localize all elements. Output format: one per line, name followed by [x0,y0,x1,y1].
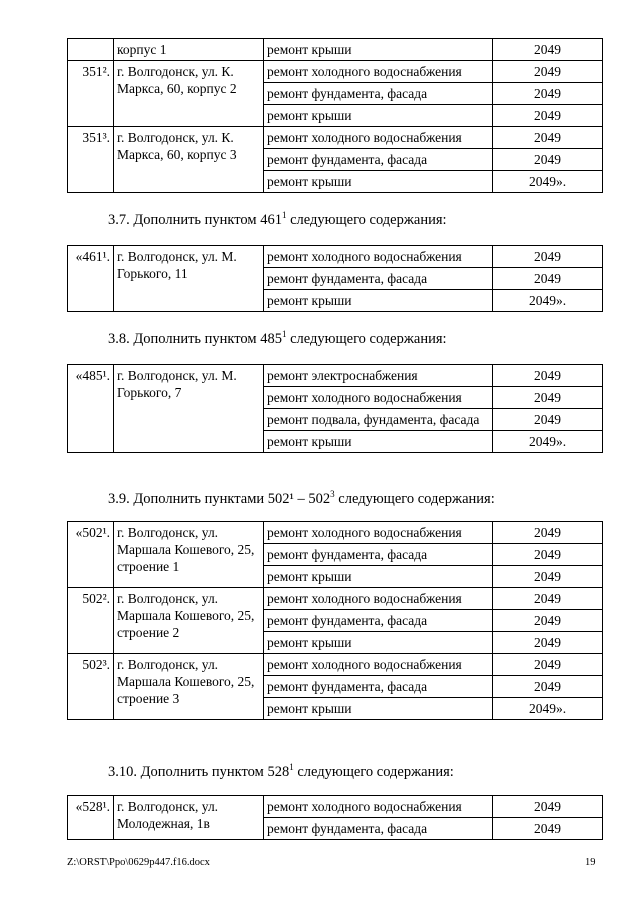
address-cell: корпус 1 [114,39,264,61]
work-type-cell: ремонт холодного водоснабжения [264,127,493,149]
year-cell: 2049 [493,588,603,610]
year-cell: 2049 [493,796,603,818]
address-cell: г. Волгодонск, ул. К. Маркса, 60, корпус 3 [114,127,264,193]
address-cell: г. Волгодонск, ул. М. Горького, 7 [114,365,264,453]
year-cell: 2049 [493,818,603,840]
work-type-cell: ремонт электроснабжения [264,365,493,387]
year-cell: 2049 [493,522,603,544]
work-type-cell: ремонт фундамента, фасада [264,544,493,566]
work-type-cell: ремонт крыши [264,105,493,127]
paragraph-3-7: 3.7. Дополнить пунктом $461^1$ следующего содержания: [108,210,447,228]
year-cell: 2049 [493,83,603,105]
footer-file-path: Z:\ORST\Ppo\0629p447.f16.docx [67,857,210,868]
year-cell: 2049 [493,676,603,698]
table-row [68,365,603,387]
work-type-cell: ремонт подвала, фундамента, фасада [264,409,493,431]
paragraph-3-9: 3.9. Дополнить пунктами $502^1 - 502^3$ следующего содержания: [108,489,495,507]
work-type-cell: ремонт крыши [264,431,493,453]
table-row [68,39,603,61]
year-cell: 2049 [493,409,603,431]
repair-table-1 [67,38,603,193]
item-number [68,39,114,61]
work-type-cell: ремонт холодного водоснабжения [264,654,493,676]
year-cell: 2049 [493,632,603,654]
year-cell: 2049 [493,149,603,171]
table-row [68,246,603,268]
paragraph-3-8: 3.8. Дополнить пунктом $485^1$ следующего содержания: [108,329,447,347]
address-cell: г. Волгодонск, ул. Маршала Кошевого, 25, строение 1 [114,522,264,588]
work-type-cell: ремонт крыши [264,632,493,654]
work-type-cell: ремонт холодного водоснабжения [264,588,493,610]
work-type-cell: ремонт крыши [264,171,493,193]
year-cell: 2049 [493,268,603,290]
work-type-cell: ремонт холодного водоснабжения [264,796,493,818]
repair-table-5 [67,795,603,840]
work-type-cell: ремонт холодного водоснабжения [264,387,493,409]
paragraph-3-10: 3.10. Дополнить пунктом $528^1$ следующего содержания: [108,762,454,780]
item-number: «528¹. [68,796,114,840]
address-cell: г. Волгодонск, ул. Молодежная, 1в [114,796,264,840]
repair-table-4 [67,521,603,720]
table-row [68,796,603,818]
year-cell: 2049 [493,387,603,409]
year-cell: 2049 [493,365,603,387]
address-cell: г. Волгодонск, ул. Маршала Кошевого, 25, строение 2 [114,588,264,654]
item-number: «461¹. [68,246,114,312]
table-row [68,522,603,544]
work-type-cell: ремонт фундамента, фасада [264,818,493,840]
year-cell: 2049 [493,246,603,268]
year-cell: 2049». [493,431,603,453]
year-cell: 2049». [493,171,603,193]
year-cell: 2049 [493,105,603,127]
work-type-cell: ремонт крыши [264,290,493,312]
year-cell: 2049 [493,39,603,61]
item-number: «485¹. [68,365,114,453]
year-cell: 2049 [493,610,603,632]
item-number: 351². [68,61,114,127]
work-type-cell: ремонт крыши [264,39,493,61]
work-type-cell: ремонт фундамента, фасада [264,610,493,632]
table-row [68,61,603,83]
item-number: 502³. [68,654,114,720]
footer-page-number: 19 [585,857,596,868]
year-cell: 2049 [493,654,603,676]
work-type-cell: ремонт холодного водоснабжения [264,522,493,544]
work-type-cell: ремонт холодного водоснабжения [264,246,493,268]
repair-table-2 [67,245,603,312]
year-cell: 2049». [493,290,603,312]
year-cell: 2049 [493,61,603,83]
work-type-cell: ремонт фундамента, фасада [264,676,493,698]
work-type-cell: ремонт фундамента, фасада [264,83,493,105]
repair-table-3 [67,364,603,453]
address-cell: г. Волгодонск, ул. М. Горького, 11 [114,246,264,312]
year-cell: 2049». [493,698,603,720]
table-row [68,127,603,149]
work-type-cell: ремонт фундамента, фасада [264,268,493,290]
year-cell: 2049 [493,566,603,588]
item-number: 351³. [68,127,114,193]
address-cell: г. Волгодонск, ул. К. Маркса, 60, корпус 2 [114,61,264,127]
address-cell: г. Волгодонск, ул. Маршала Кошевого, 25, строение 3 [114,654,264,720]
work-type-cell: ремонт крыши [264,698,493,720]
work-type-cell: ремонт холодного водоснабжения [264,61,493,83]
table-row [68,654,603,676]
year-cell: 2049 [493,127,603,149]
year-cell: 2049 [493,544,603,566]
table-row [68,588,603,610]
work-type-cell: ремонт фундамента, фасада [264,149,493,171]
work-type-cell: ремонт крыши [264,566,493,588]
item-number: «502¹. [68,522,114,588]
item-number: 502². [68,588,114,654]
